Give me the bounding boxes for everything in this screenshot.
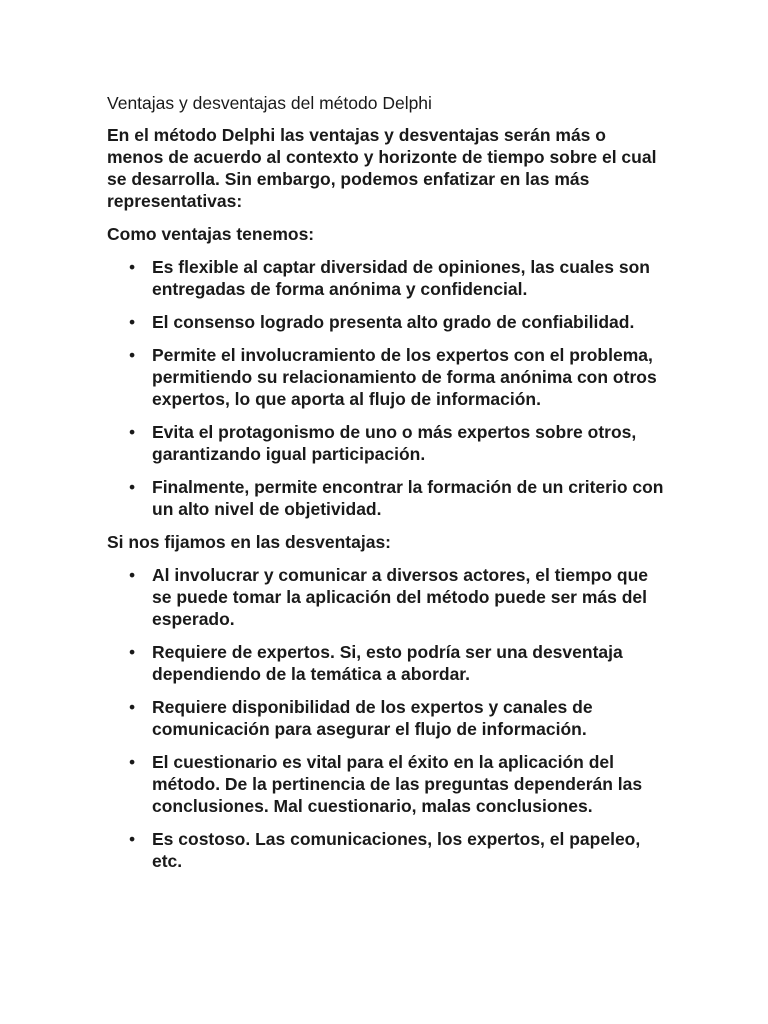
list-item-text: Es flexible al captar diversidad de opiniones, las cuales son entregadas de forma anónima y confidencial. xyxy=(152,257,650,299)
list-item xyxy=(107,696,667,740)
list-item-text: Al involucrar y comunicar a diversos actores, el tiempo que se puede tomar la aplicación del método puede ser más del esperado. xyxy=(152,565,649,629)
list-item xyxy=(107,828,667,872)
list-item xyxy=(107,476,667,520)
list-item-text: El consenso logrado presenta alto grado de confiabilidad. xyxy=(152,312,635,332)
bullet-icon: • xyxy=(129,257,136,277)
list-item xyxy=(107,344,667,410)
bullet-icon: • xyxy=(129,642,136,662)
list-item-text: Evita el protagonismo de uno o más expertos sobre otros, garantizando igual participación. xyxy=(152,422,637,464)
list-item xyxy=(107,256,667,300)
advantages-list xyxy=(107,256,667,520)
list-item-text: Finalmente, permite encontrar la formación de un criterio con un alto nivel de objetividad. xyxy=(152,477,664,519)
list-item xyxy=(107,641,667,685)
advantages-heading: Como ventajas tenemos: xyxy=(107,224,315,244)
bullet-icon: • xyxy=(129,752,136,772)
list-item-text: Requiere de expertos. Si, esto podría ser una desventaja dependiendo de la temática a abordar. xyxy=(152,642,623,684)
disadvantages-list xyxy=(107,564,667,872)
bullet-icon: • xyxy=(129,345,136,365)
disadvantages-heading: Si nos fijamos en las desventajas: xyxy=(107,532,391,552)
list-item-text: Requiere disponibilidad de los expertos y canales de comunicación para asegurar el flujo de información. xyxy=(152,697,593,739)
document-title: Ventajas y desventajas del método Delphi xyxy=(107,93,432,113)
bullet-icon: • xyxy=(129,422,136,442)
intro-paragraph: En el método Delphi las ventajas y desventajas serán más o menos de acuerdo al contexto y horizonte de tiempo sobre el cual se desarrolla. Sin embargo, podemos enfatizar en las más representativas: xyxy=(107,125,657,211)
bullet-icon: • xyxy=(129,565,136,585)
list-item-text: Es costoso. Las comunicaciones, los expertos, el papeleo, etc. xyxy=(152,829,641,871)
list-item xyxy=(107,311,667,333)
bullet-icon: • xyxy=(129,477,136,497)
document-page xyxy=(107,92,667,883)
bullet-icon: • xyxy=(129,312,136,332)
list-item xyxy=(107,421,667,465)
list-item-text: El cuestionario es vital para el éxito en la aplicación del método. De la pertinencia de las preguntas dependerán las conclusiones. Mal cuestionario, malas conclusiones. xyxy=(152,752,643,816)
bullet-icon: • xyxy=(129,697,136,717)
list-item xyxy=(107,564,667,630)
bullet-icon: • xyxy=(129,829,136,849)
list-item-text: Permite el involucramiento de los expertos con el problema, permitiendo su relacionamiento de forma anónima con otros expertos, lo que aporta al flujo de información. xyxy=(152,345,657,409)
list-item xyxy=(107,751,667,817)
